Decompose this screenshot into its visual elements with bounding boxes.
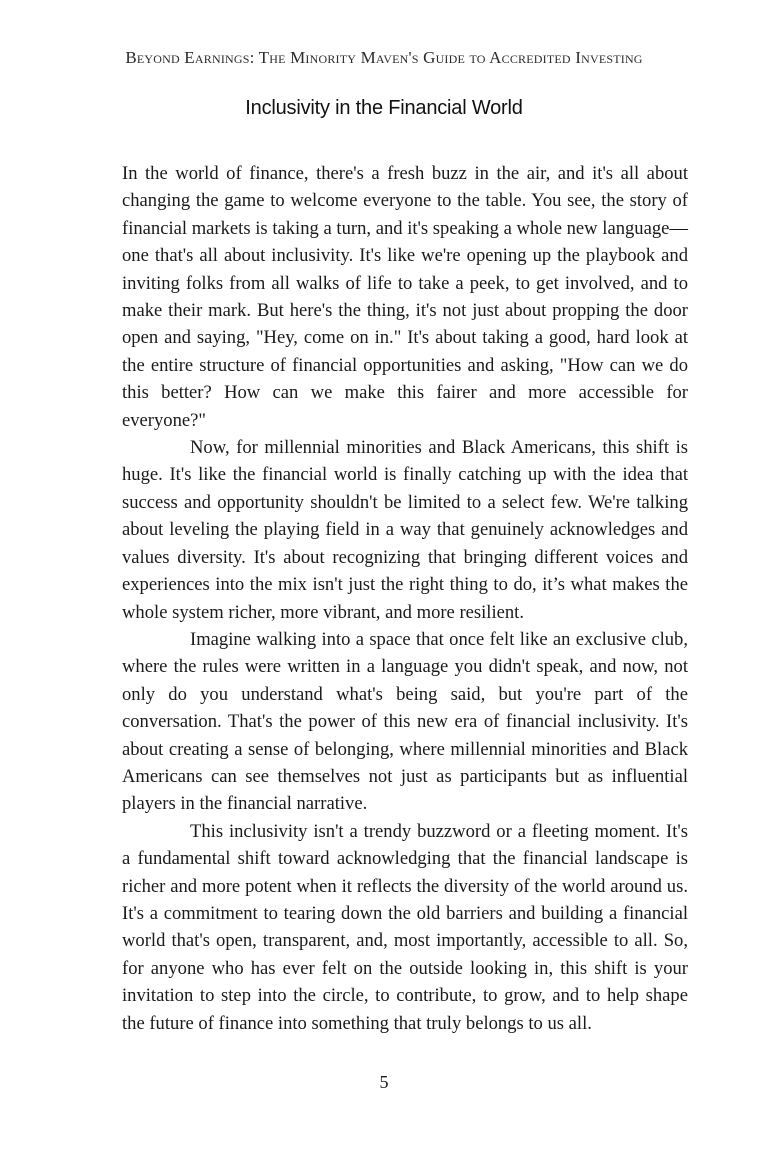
running-header: Beyond Earnings: The Minority Maven's Guide to Accredited Investing (125, 48, 643, 67)
chapter-title: Inclusivity in the Financial World (245, 97, 523, 119)
paragraph-2: Now, for millennial minorities and Black Americans, this shift is huge. It's like the financial world is finally catching up with the idea that success and opportunity shouldn't be limited to a select few. We're talking about leveling the playing field in a way that genuinely acknowledges and values diversity. It's about recognizing that bringing different voices and experiences into the mix isn't just the right thing to do, it’s what makes the whole system richer, more vibrant, and more resilient. (122, 437, 688, 623)
page-number: 5 (379, 1072, 389, 1092)
paragraph-3: Imagine walking into a space that once felt like an exclusive club, where the rules were written in a language you didn't speak, and now, not only do you understand what's being said, but you're part of the conversation. That's the power of this new era of financial inclusivity. It's about creating a sense of belonging, where millennial minorities and Black Americans can see themselves not just as participants but as influential players in the financial narrative. (122, 628, 688, 815)
paragraph-4: This inclusivity isn't a trendy buzzword or a fleeting moment. It's a fundamental shift toward acknowledging that the financial landscape is richer and more potent when it reflects the diversity of the world around us. It's a commitment to tearing down the old barriers and building a financial world that's open, transparent, and, most importantly, accessible to all. So, for anyone who has ever felt on the outside looking in, this shift is your invitation to step into the circle, to contribute, to grow, and to help shape the future of finance into something that truly belongs to us all. (122, 820, 688, 1034)
body-text (122, 160, 688, 1037)
paragraph-1: In the world of finance, there's a fresh buzz in the air, and it's all about changing the game to welcome everyone to the table. You see, the story of financial markets is taking a turn, and it's speaking a whole new language—one that's all about inclusivity. It's like we're opening up the playbook and inviting folks from all walks of life to take a peek, to get involved, and to make their mark. But here's the thing, it's not just about propping the door open and saying, "Hey, come on in." It's about taking a good, hard look at the entire structure of financial opportunities and asking, "How can we do this better? How can we make this fairer and more accessible for everyone?" (122, 163, 688, 431)
